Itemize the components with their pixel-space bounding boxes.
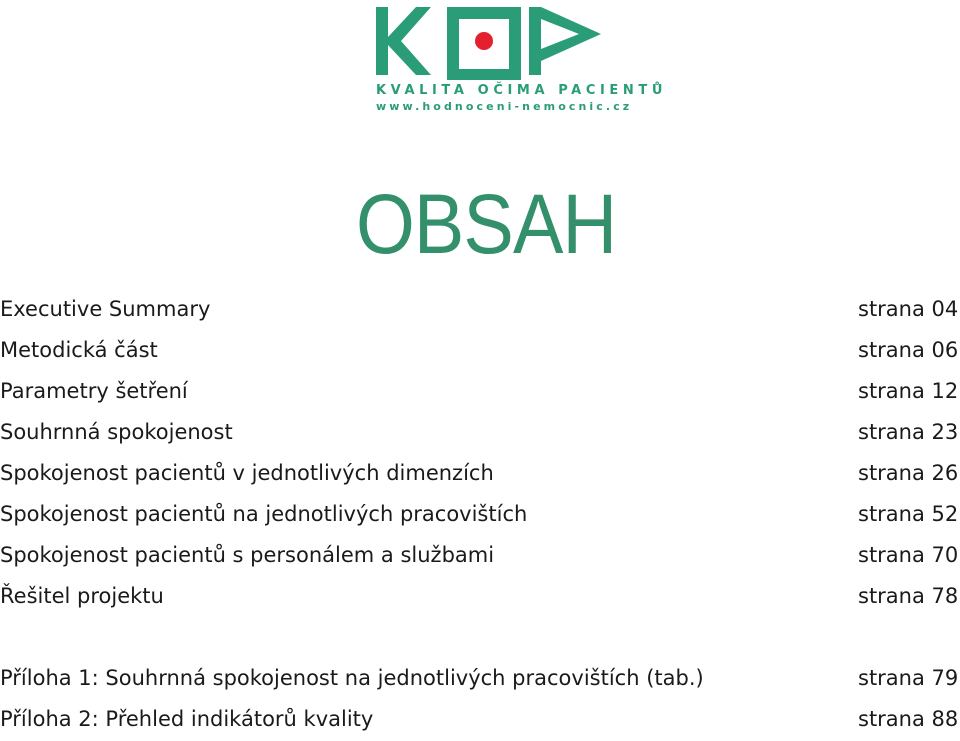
toc-item-dimenze <box>0 454 960 495</box>
toc-item-page: strana 06 <box>858 338 959 362</box>
toc-item-label: Executive Summary <box>0 297 211 321</box>
toc-item-page: strana 52 <box>858 502 959 526</box>
toc-item-page: strana 04 <box>858 297 959 321</box>
logo-url: www.hodnoceni-nemocnic.cz <box>376 100 633 113</box>
toc-item-souhrnna-spokojenost <box>0 413 960 454</box>
table-of-contents <box>0 290 960 741</box>
toc-appendix-label: Příloha 1: Souhrnná spokojenost na jednotlivých pracovištích (tab.) <box>0 666 704 690</box>
toc-item-label: Spokojenost pacientů s personálem a službami <box>0 543 495 567</box>
toc-item-page: strana 12 <box>858 379 959 403</box>
toc-item-personal-sluzby <box>0 536 960 577</box>
toc-item-page: strana 70 <box>858 543 959 567</box>
toc-item-label: Spokojenost pacientů v jednotlivých dimenzích <box>0 461 494 485</box>
toc-item-parametry-setreni <box>0 372 960 413</box>
toc-item-page: strana 78 <box>858 584 959 608</box>
page-title: OBSAH <box>356 177 617 271</box>
toc-item-executive-summary <box>0 290 960 331</box>
toc-item-pracoviste <box>0 495 960 536</box>
toc-appendix-1 <box>0 659 960 700</box>
toc-item-label: Parametry šetření <box>0 379 188 403</box>
toc-item-metodicka-cast <box>0 331 960 372</box>
toc-item-label: Metodická část <box>0 338 158 362</box>
logo-tagline: KVALITA OČIMA PACIENTŮ <box>376 83 667 98</box>
toc-item-label: Souhrnná spokojenost <box>0 420 233 444</box>
toc-item-label: Spokojenost pacientů na jednotlivých pracovištích <box>0 502 528 526</box>
toc-item-page: strana 26 <box>858 461 959 485</box>
red-dot-icon <box>475 32 493 50</box>
toc-item-label: Řešitel projektu <box>0 584 164 608</box>
kop-logo <box>374 4 667 116</box>
toc-appendix-label: Příloha 2: Přehled indikátorů kvality <box>0 707 374 731</box>
toc-appendix-2 <box>0 700 960 741</box>
toc-appendix-page: strana 79 <box>858 666 959 690</box>
toc-item-resitel-projektu <box>0 577 960 618</box>
toc-item-page: strana 23 <box>858 420 959 444</box>
kop-logo-mark <box>374 4 604 80</box>
toc-appendix-page: strana 88 <box>858 707 959 731</box>
